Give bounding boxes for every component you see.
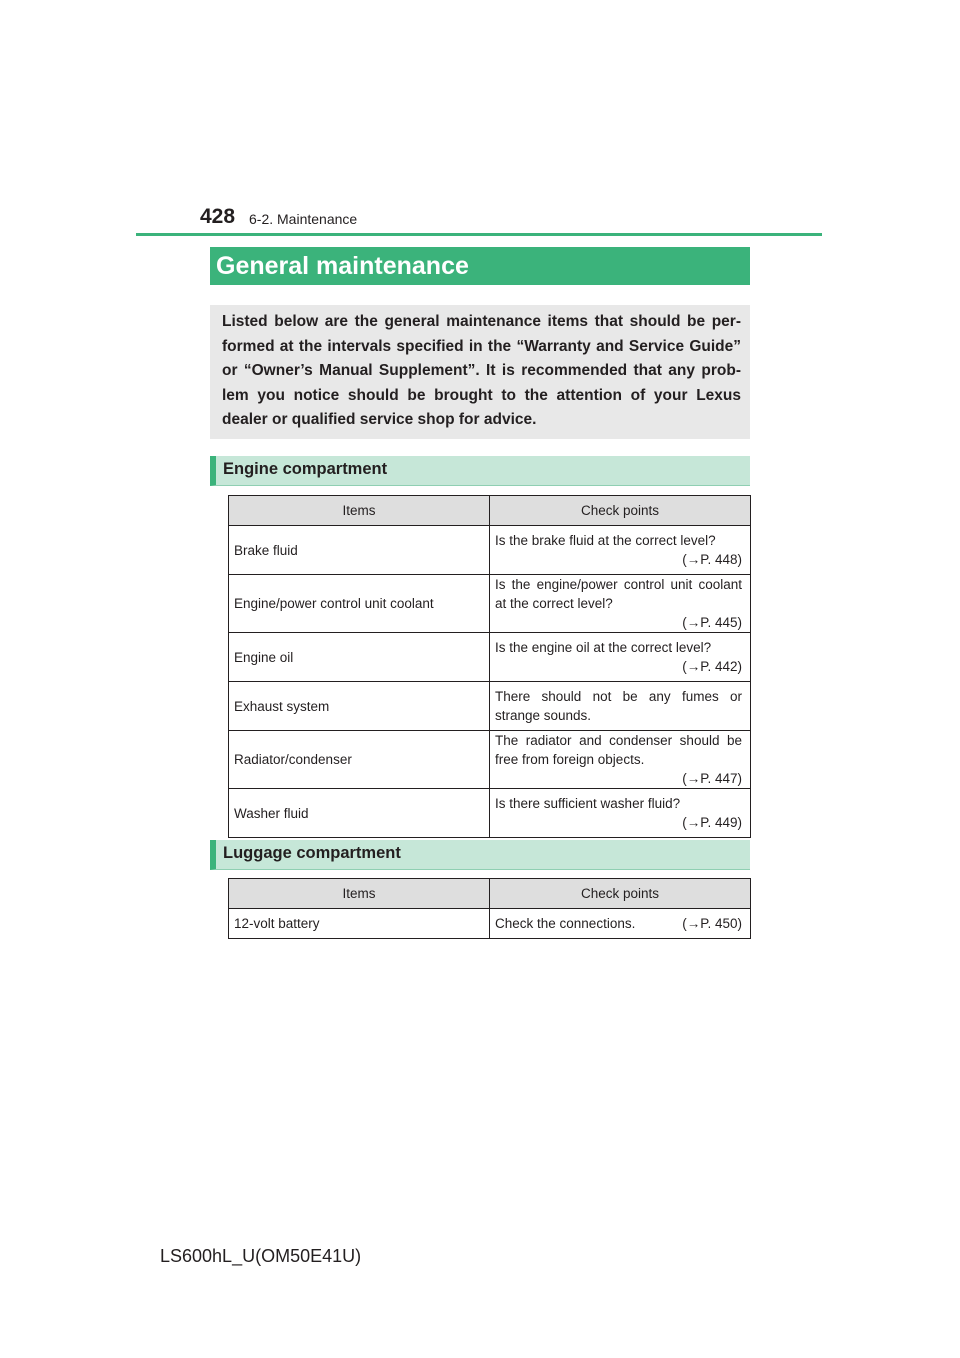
table-header-row (229, 879, 751, 909)
luggage-compartment-table (228, 878, 751, 939)
column-header-check-points: Check points (490, 879, 751, 909)
page-reference: (→P. 447) (682, 771, 742, 786)
item-cell: Engine oil (229, 633, 490, 682)
page-reference: (→P. 448) (682, 552, 742, 567)
check-point-text: There should not be any fumes or strange sounds. (495, 689, 742, 723)
table-row (229, 731, 751, 789)
column-header-check-points: Check points (490, 496, 751, 526)
header-rule (136, 233, 822, 236)
table-row (229, 909, 751, 939)
page-reference: (→P. 442) (682, 659, 742, 674)
engine-compartment-table (228, 495, 751, 838)
document-code: LS600hL_U(OM50E41U) (160, 1246, 362, 1266)
luggage-compartment-heading: Luggage compartment (210, 840, 750, 870)
table-row (229, 575, 751, 633)
check-point-text: Is there sufficient washer fluid? (495, 796, 681, 811)
intro-text: Listed below are the general maintenance items that should be per-formed at the intervals specified in the “Warranty and Service Guide” or “Owner’s Manual Supplement”. It is recommended that any prob-lem you notice should be brought to the attention of your Lexus dealer or qualified service shop for advice. (210, 305, 750, 439)
table-row (229, 682, 751, 731)
check-point-cell (490, 526, 751, 575)
table-row (229, 789, 751, 838)
section-label: 6-2. Maintenance (249, 211, 358, 227)
item-cell: Exhaust system (229, 682, 490, 731)
check-point-text: Is the brake fluid at the correct level? (495, 533, 716, 548)
page-title: General maintenance (210, 247, 750, 285)
item-cell: Washer fluid (229, 789, 490, 838)
item-cell: Radiator/condenser (229, 731, 490, 789)
table-header-row (229, 496, 751, 526)
check-point-text: Check the connections. (495, 916, 636, 931)
check-point-cell (490, 789, 751, 838)
table-row (229, 633, 751, 682)
column-header-items: Items (229, 879, 490, 909)
page-reference: (→P. 450) (682, 916, 742, 931)
check-point-text: The radiator and condenser should be free from foreign objects. (495, 733, 742, 767)
column-header-items: Items (229, 496, 490, 526)
check-point-text: Is the engine oil at the correct level? (495, 640, 712, 655)
item-cell: 12-volt battery (229, 909, 490, 939)
page-reference: (→P. 449) (682, 815, 742, 830)
page-number: 428 (200, 205, 236, 228)
check-point-text: Is the engine/power control unit coolant at the correct level? (495, 577, 742, 611)
page-reference: (→P. 445) (682, 615, 742, 630)
check-point-cell (490, 633, 751, 682)
check-point-cell (490, 682, 751, 731)
engine-compartment-heading: Engine compartment (210, 456, 750, 486)
table-row (229, 526, 751, 575)
item-cell: Brake fluid (229, 526, 490, 575)
check-point-cell (490, 909, 751, 939)
check-point-cell (490, 575, 751, 633)
check-point-cell (490, 731, 751, 789)
item-cell: Engine/power control unit coolant (229, 575, 490, 633)
